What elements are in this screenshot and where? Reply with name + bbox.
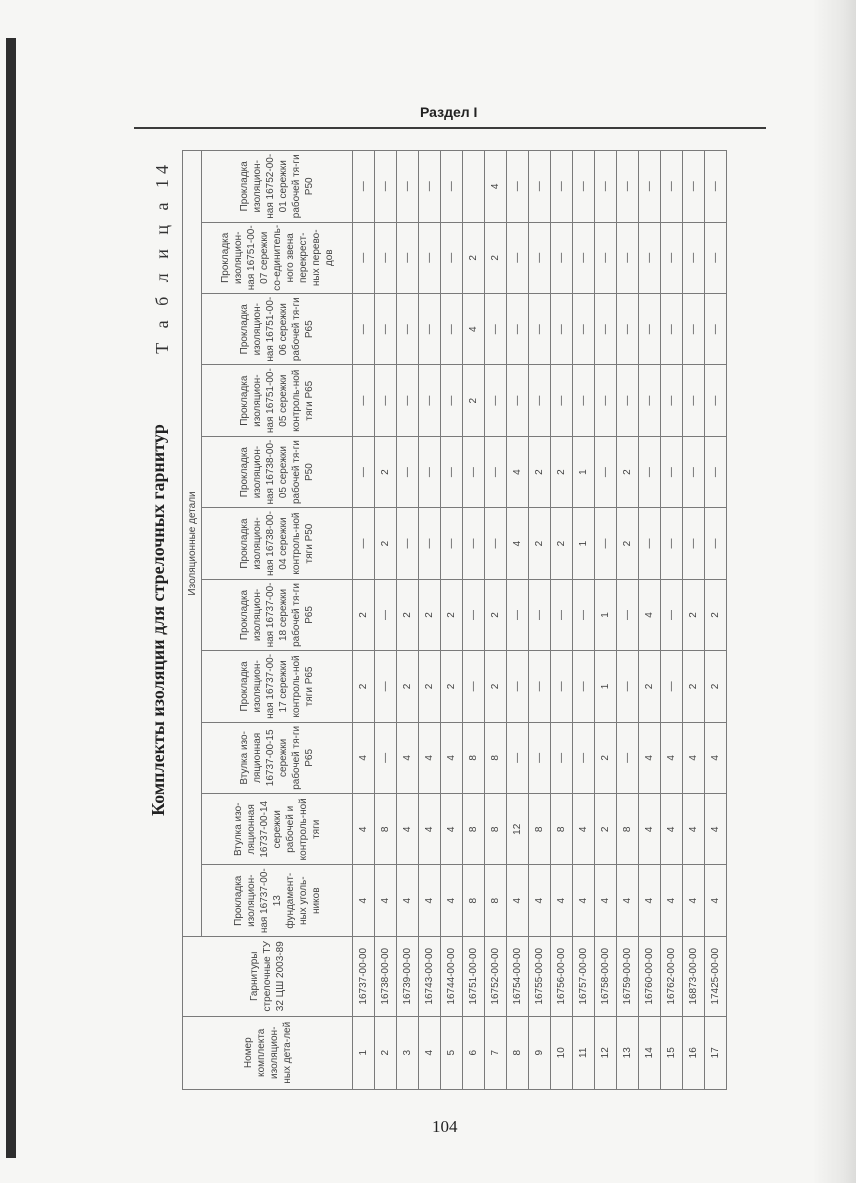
part-quantity-cell: — bbox=[375, 294, 397, 365]
col-head-part: Прокладка изоляцион-ная 16738-00-04 сережки контроль-ной тяги Р50 bbox=[202, 508, 353, 579]
part-quantity-cell: 8 bbox=[463, 794, 485, 865]
part-quantity-cell: 4 bbox=[639, 865, 661, 936]
part-quantity-cell: — bbox=[617, 365, 639, 436]
table-row bbox=[375, 151, 397, 1090]
col-head-part: Прокладка изоляцион-ная 16752-00-01 сережки рабочей тя-ги Р50 bbox=[202, 151, 353, 223]
part-quantity-cell: — bbox=[661, 508, 683, 579]
part-quantity-cell: 2 bbox=[419, 651, 441, 722]
part-quantity-cell: 2 bbox=[529, 436, 551, 507]
switch-set-code-cell: 16752-00-00 bbox=[485, 936, 507, 1016]
kit-number-cell: 17 bbox=[705, 1016, 727, 1089]
part-quantity-cell: — bbox=[617, 294, 639, 365]
part-quantity-cell: 4 bbox=[485, 151, 507, 223]
part-quantity-cell: 4 bbox=[353, 865, 375, 936]
part-quantity-cell: 4 bbox=[353, 794, 375, 865]
table-row bbox=[353, 151, 375, 1090]
part-quantity-cell: — bbox=[419, 508, 441, 579]
table-row bbox=[463, 151, 485, 1090]
part-quantity-cell: — bbox=[353, 294, 375, 365]
part-quantity-cell: — bbox=[573, 222, 595, 293]
part-quantity-cell: 8 bbox=[617, 794, 639, 865]
part-quantity-cell: — bbox=[595, 222, 617, 293]
part-quantity-cell: 2 bbox=[441, 579, 463, 650]
part-quantity-cell: 2 bbox=[375, 436, 397, 507]
col-head-part: Прокладка изоляцион-ная 16738-00-05 сережки рабочей тя-ги Р50 bbox=[202, 436, 353, 507]
part-quantity-cell: 2 bbox=[551, 436, 573, 507]
table-row bbox=[441, 151, 463, 1090]
col-head-kit-number: Номер комплекта изоляцион-ных дета-лей bbox=[183, 1016, 353, 1089]
part-quantity-cell: 4 bbox=[507, 436, 529, 507]
part-quantity-cell: — bbox=[441, 365, 463, 436]
table-row bbox=[595, 151, 617, 1090]
table-row bbox=[617, 151, 639, 1090]
part-quantity-cell: — bbox=[683, 508, 705, 579]
part-quantity-cell: — bbox=[353, 508, 375, 579]
table-number: Т а б л и ц а 14 bbox=[152, 160, 172, 354]
switch-set-code-cell: 16757-00-00 bbox=[573, 936, 595, 1016]
kit-number-cell: 2 bbox=[375, 1016, 397, 1089]
insulation-kits-table bbox=[182, 150, 727, 1090]
part-quantity-cell: — bbox=[397, 294, 419, 365]
part-quantity-cell: 4 bbox=[507, 865, 529, 936]
part-quantity-cell: 1 bbox=[573, 436, 595, 507]
table-row bbox=[661, 151, 683, 1090]
kit-number-cell: 5 bbox=[441, 1016, 463, 1089]
part-quantity-cell: 4 bbox=[595, 865, 617, 936]
part-quantity-cell: 4 bbox=[441, 865, 463, 936]
part-quantity-cell: 4 bbox=[683, 722, 705, 793]
kit-number-cell: 7 bbox=[485, 1016, 507, 1089]
kit-number-cell: 15 bbox=[661, 1016, 683, 1089]
section-rule bbox=[134, 127, 766, 129]
part-quantity-cell: — bbox=[419, 222, 441, 293]
part-quantity-cell: 2 bbox=[441, 651, 463, 722]
part-quantity-cell: — bbox=[463, 436, 485, 507]
part-quantity-cell: — bbox=[485, 294, 507, 365]
part-quantity-cell: 2 bbox=[705, 651, 727, 722]
part-quantity-cell: — bbox=[507, 579, 529, 650]
part-quantity-cell: — bbox=[639, 151, 661, 223]
part-quantity-cell: — bbox=[529, 294, 551, 365]
part-quantity-cell: — bbox=[661, 222, 683, 293]
part-quantity-cell: 2 bbox=[617, 436, 639, 507]
table-row bbox=[485, 151, 507, 1090]
part-quantity-cell: — bbox=[375, 222, 397, 293]
part-quantity-cell: — bbox=[639, 294, 661, 365]
kit-number-cell: 16 bbox=[683, 1016, 705, 1089]
part-quantity-cell: 2 bbox=[485, 651, 507, 722]
part-quantity-cell: — bbox=[705, 508, 727, 579]
part-quantity-cell: 4 bbox=[375, 865, 397, 936]
part-quantity-cell: — bbox=[529, 222, 551, 293]
part-quantity-cell: 4 bbox=[639, 722, 661, 793]
part-quantity-cell: 8 bbox=[375, 794, 397, 865]
part-quantity-cell: — bbox=[507, 722, 529, 793]
part-quantity-cell: — bbox=[683, 294, 705, 365]
part-quantity-cell: — bbox=[529, 365, 551, 436]
part-quantity-cell: — bbox=[507, 222, 529, 293]
col-head-part: Прокладка изоляцион-ная 16737-00-13 фундамент-ных уголь-ников bbox=[202, 865, 353, 936]
part-quantity-cell: — bbox=[595, 508, 617, 579]
part-quantity-cell: 2 bbox=[353, 579, 375, 650]
part-quantity-cell bbox=[463, 151, 485, 223]
part-quantity-cell: — bbox=[705, 151, 727, 223]
part-quantity-cell: 4 bbox=[661, 794, 683, 865]
part-quantity-cell: — bbox=[353, 222, 375, 293]
group-head-insulation-parts: Изоляционные детали bbox=[183, 151, 202, 937]
part-quantity-cell: 4 bbox=[639, 579, 661, 650]
table-row bbox=[507, 151, 529, 1090]
part-quantity-cell: 2 bbox=[529, 508, 551, 579]
part-quantity-cell: — bbox=[485, 436, 507, 507]
kit-number-cell: 11 bbox=[573, 1016, 595, 1089]
part-quantity-cell: 8 bbox=[485, 794, 507, 865]
part-quantity-cell: — bbox=[419, 365, 441, 436]
part-quantity-cell: — bbox=[397, 151, 419, 223]
switch-set-code-cell: 16737-00-00 bbox=[353, 936, 375, 1016]
col-head-part: Прокладка изоляцион-ная 16737-00-17 сережки контроль-ной тяги Р65 bbox=[202, 651, 353, 722]
part-quantity-cell: — bbox=[705, 436, 727, 507]
part-quantity-cell: — bbox=[507, 365, 529, 436]
part-quantity-cell: — bbox=[551, 294, 573, 365]
scan-binding-shadow bbox=[6, 38, 16, 1158]
kit-number-cell: 6 bbox=[463, 1016, 485, 1089]
part-quantity-cell: 1 bbox=[595, 579, 617, 650]
part-quantity-cell: — bbox=[617, 579, 639, 650]
part-quantity-cell: — bbox=[573, 722, 595, 793]
part-quantity-cell: 2 bbox=[595, 794, 617, 865]
part-quantity-cell: 2 bbox=[551, 508, 573, 579]
part-quantity-cell: 2 bbox=[485, 579, 507, 650]
part-quantity-cell: — bbox=[375, 579, 397, 650]
part-quantity-cell: 1 bbox=[595, 651, 617, 722]
kit-number-cell: 12 bbox=[595, 1016, 617, 1089]
kit-number-cell: 3 bbox=[397, 1016, 419, 1089]
part-quantity-cell: 4 bbox=[683, 794, 705, 865]
part-quantity-cell: 2 bbox=[595, 722, 617, 793]
part-quantity-cell: — bbox=[573, 294, 595, 365]
table-row bbox=[419, 151, 441, 1090]
part-quantity-cell: — bbox=[375, 651, 397, 722]
part-quantity-cell: — bbox=[507, 294, 529, 365]
scan-edge-shadow bbox=[812, 0, 856, 1183]
part-quantity-cell: — bbox=[661, 579, 683, 650]
part-quantity-cell: — bbox=[441, 436, 463, 507]
part-quantity-cell: 4 bbox=[705, 722, 727, 793]
table-title: Комплекты изоляции для стрелочных гарнитур bbox=[148, 424, 168, 816]
kit-number-cell: 10 bbox=[551, 1016, 573, 1089]
part-quantity-cell: — bbox=[661, 436, 683, 507]
part-quantity-cell: — bbox=[353, 436, 375, 507]
part-quantity-cell: — bbox=[661, 294, 683, 365]
part-quantity-cell: — bbox=[529, 651, 551, 722]
table-row bbox=[529, 151, 551, 1090]
part-quantity-cell: 2 bbox=[419, 579, 441, 650]
part-quantity-cell: 2 bbox=[617, 508, 639, 579]
table-row bbox=[683, 151, 705, 1090]
part-quantity-cell: — bbox=[551, 722, 573, 793]
part-quantity-cell: — bbox=[595, 365, 617, 436]
kit-number-cell: 1 bbox=[353, 1016, 375, 1089]
part-quantity-cell: 2 bbox=[683, 579, 705, 650]
part-quantity-cell: — bbox=[419, 294, 441, 365]
part-quantity-cell: 4 bbox=[573, 865, 595, 936]
part-quantity-cell: 4 bbox=[639, 794, 661, 865]
kit-number-cell: 13 bbox=[617, 1016, 639, 1089]
switch-set-code-cell: 16762-00-00 bbox=[661, 936, 683, 1016]
col-head-part: Втулка изо-ляционная 16737-00-15 сережки рабочей тя-ги Р65 bbox=[202, 722, 353, 793]
part-quantity-cell: — bbox=[595, 151, 617, 223]
part-quantity-cell: — bbox=[661, 651, 683, 722]
switch-set-code-cell: 16751-00-00 bbox=[463, 936, 485, 1016]
col-head-switch-set: Гарнитуры стрелочные ТУ 32 ЦШ 2003-89 bbox=[183, 936, 353, 1016]
part-quantity-cell: 8 bbox=[485, 865, 507, 936]
part-quantity-cell: — bbox=[397, 365, 419, 436]
part-quantity-cell: — bbox=[529, 722, 551, 793]
switch-set-code-cell: 16743-00-00 bbox=[419, 936, 441, 1016]
part-quantity-cell: 4 bbox=[617, 865, 639, 936]
switch-set-code-cell: 16755-00-00 bbox=[529, 936, 551, 1016]
part-quantity-cell: 4 bbox=[397, 865, 419, 936]
part-quantity-cell: — bbox=[529, 579, 551, 650]
part-quantity-cell: — bbox=[705, 365, 727, 436]
part-quantity-cell: 4 bbox=[529, 865, 551, 936]
part-quantity-cell: — bbox=[639, 436, 661, 507]
part-quantity-cell: 4 bbox=[397, 722, 419, 793]
part-quantity-cell: — bbox=[705, 222, 727, 293]
part-quantity-cell: 4 bbox=[441, 794, 463, 865]
switch-set-code-cell: 16758-00-00 bbox=[595, 936, 617, 1016]
part-quantity-cell: — bbox=[661, 151, 683, 223]
col-head-part: Втулка изо-ляционная 16737-00-14 сережки рабочей и контроль-ной тяги bbox=[202, 794, 353, 865]
switch-set-code-cell: 16738-00-00 bbox=[375, 936, 397, 1016]
part-quantity-cell: 4 bbox=[683, 865, 705, 936]
part-quantity-cell: — bbox=[639, 508, 661, 579]
part-quantity-cell: — bbox=[353, 151, 375, 223]
part-quantity-cell: 8 bbox=[463, 865, 485, 936]
part-quantity-cell: 4 bbox=[419, 722, 441, 793]
part-quantity-cell: — bbox=[617, 722, 639, 793]
part-quantity-cell: 2 bbox=[353, 651, 375, 722]
part-quantity-cell: — bbox=[617, 151, 639, 223]
part-quantity-cell: — bbox=[485, 508, 507, 579]
switch-set-code-cell: 16873-00-00 bbox=[683, 936, 705, 1016]
part-quantity-cell: — bbox=[375, 365, 397, 436]
part-quantity-cell: 4 bbox=[397, 794, 419, 865]
kit-number-cell: 8 bbox=[507, 1016, 529, 1089]
part-quantity-cell: — bbox=[507, 151, 529, 223]
part-quantity-cell: 4 bbox=[419, 794, 441, 865]
part-quantity-cell: — bbox=[573, 579, 595, 650]
part-quantity-cell: — bbox=[507, 651, 529, 722]
switch-set-code-cell: 16759-00-00 bbox=[617, 936, 639, 1016]
part-quantity-cell: 2 bbox=[463, 365, 485, 436]
part-quantity-cell: — bbox=[639, 365, 661, 436]
part-quantity-cell: 4 bbox=[573, 794, 595, 865]
col-head-part: Прокладка изоляцион-ная 16751-00-06 сережки рабочей тя-ги Р65 bbox=[202, 294, 353, 365]
part-quantity-cell: — bbox=[441, 222, 463, 293]
part-quantity-cell: 8 bbox=[529, 794, 551, 865]
part-quantity-cell: — bbox=[661, 365, 683, 436]
part-quantity-cell: — bbox=[441, 151, 463, 223]
switch-set-code-cell: 17425-00-00 bbox=[705, 936, 727, 1016]
part-quantity-cell: — bbox=[617, 222, 639, 293]
part-quantity-cell: — bbox=[441, 508, 463, 579]
switch-set-code-cell: 16754-00-00 bbox=[507, 936, 529, 1016]
part-quantity-cell: — bbox=[397, 222, 419, 293]
part-quantity-cell: 4 bbox=[441, 722, 463, 793]
part-quantity-cell: 1 bbox=[573, 508, 595, 579]
part-quantity-cell: — bbox=[573, 151, 595, 223]
part-quantity-cell: 2 bbox=[375, 508, 397, 579]
part-quantity-cell: — bbox=[683, 436, 705, 507]
part-quantity-cell: 2 bbox=[683, 651, 705, 722]
part-quantity-cell: — bbox=[397, 436, 419, 507]
part-quantity-cell: — bbox=[529, 151, 551, 223]
part-quantity-cell: — bbox=[397, 508, 419, 579]
part-quantity-cell: — bbox=[683, 222, 705, 293]
part-quantity-cell: — bbox=[705, 294, 727, 365]
table-row bbox=[573, 151, 595, 1090]
rotated-table-page bbox=[148, 150, 768, 1090]
part-quantity-cell: — bbox=[375, 722, 397, 793]
col-head-part: Прокладка изоляцион-ная 16751-00-05 сережки контроль-ной тяги Р65 bbox=[202, 365, 353, 436]
part-quantity-cell: — bbox=[683, 151, 705, 223]
table-row bbox=[551, 151, 573, 1090]
part-quantity-cell: 4 bbox=[419, 865, 441, 936]
part-quantity-cell: — bbox=[353, 365, 375, 436]
part-quantity-cell: 2 bbox=[463, 222, 485, 293]
kit-number-cell: 4 bbox=[419, 1016, 441, 1089]
part-quantity-cell: — bbox=[463, 579, 485, 650]
table-row bbox=[639, 151, 661, 1090]
part-quantity-cell: — bbox=[617, 651, 639, 722]
part-quantity-cell: — bbox=[419, 436, 441, 507]
page-number: 104 bbox=[432, 1117, 458, 1136]
table-row bbox=[397, 151, 419, 1090]
part-quantity-cell: — bbox=[551, 151, 573, 223]
part-quantity-cell: 2 bbox=[639, 651, 661, 722]
part-quantity-cell: 8 bbox=[463, 722, 485, 793]
switch-set-code-cell: 16739-00-00 bbox=[397, 936, 419, 1016]
part-quantity-cell: — bbox=[573, 651, 595, 722]
part-quantity-cell: — bbox=[551, 651, 573, 722]
kit-number-cell: 9 bbox=[529, 1016, 551, 1089]
part-quantity-cell: 2 bbox=[397, 651, 419, 722]
part-quantity-cell: 4 bbox=[705, 794, 727, 865]
col-head-part: Прокладка изоляцион-ная 16737-00-18 сережки рабочей тя-ги Р65 bbox=[202, 579, 353, 650]
part-quantity-cell: 4 bbox=[507, 508, 529, 579]
part-quantity-cell: 4 bbox=[463, 294, 485, 365]
part-quantity-cell: 4 bbox=[705, 865, 727, 936]
part-quantity-cell: 4 bbox=[661, 722, 683, 793]
part-quantity-cell: 2 bbox=[485, 222, 507, 293]
switch-set-code-cell: 16760-00-00 bbox=[639, 936, 661, 1016]
part-quantity-cell: 8 bbox=[485, 722, 507, 793]
kit-number-cell: 14 bbox=[639, 1016, 661, 1089]
part-quantity-cell: — bbox=[551, 579, 573, 650]
switch-set-code-cell: 16744-00-00 bbox=[441, 936, 463, 1016]
part-quantity-cell: 12 bbox=[507, 794, 529, 865]
part-quantity-cell: — bbox=[595, 294, 617, 365]
part-quantity-cell: — bbox=[683, 365, 705, 436]
part-quantity-cell: 4 bbox=[353, 722, 375, 793]
part-quantity-cell: 2 bbox=[397, 579, 419, 650]
part-quantity-cell: — bbox=[551, 222, 573, 293]
part-quantity-cell: — bbox=[441, 294, 463, 365]
col-head-part: Прокладка изоляцион-ная 16751-00-07 сережки со-единитель-ного звена перекрест-ных перево-дов bbox=[202, 222, 353, 293]
part-quantity-cell: — bbox=[551, 365, 573, 436]
table-row bbox=[705, 151, 727, 1090]
part-quantity-cell: — bbox=[375, 151, 397, 223]
part-quantity-cell: — bbox=[573, 365, 595, 436]
part-quantity-cell: 4 bbox=[661, 865, 683, 936]
part-quantity-cell: — bbox=[463, 651, 485, 722]
part-quantity-cell: 4 bbox=[551, 865, 573, 936]
part-quantity-cell: — bbox=[485, 365, 507, 436]
section-title: Раздел I bbox=[420, 104, 478, 120]
part-quantity-cell: — bbox=[419, 151, 441, 223]
table-body bbox=[353, 151, 727, 1090]
part-quantity-cell: — bbox=[639, 222, 661, 293]
part-quantity-cell: 8 bbox=[551, 794, 573, 865]
part-quantity-cell: — bbox=[463, 508, 485, 579]
part-quantity-cell: 2 bbox=[705, 579, 727, 650]
part-quantity-cell: — bbox=[595, 436, 617, 507]
switch-set-code-cell: 16756-00-00 bbox=[551, 936, 573, 1016]
